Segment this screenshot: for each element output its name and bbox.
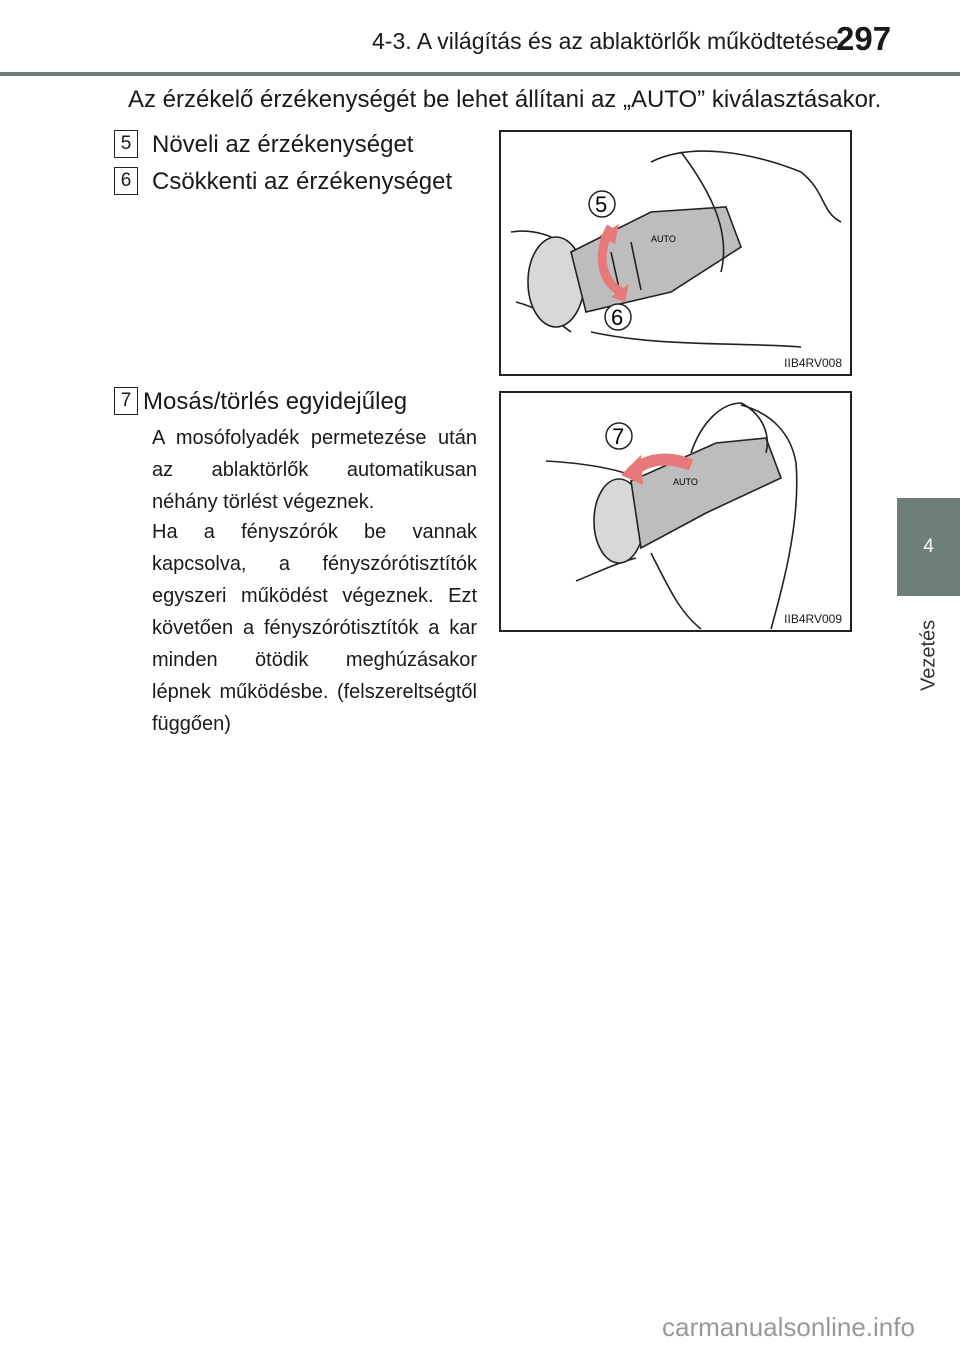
page-number: 297 xyxy=(836,20,892,57)
intro-text: Az érzékelő érzékenységét be lehet állítani az „AUTO” kiválasztásakor. xyxy=(128,86,882,113)
paragraph-headlight-cleaner: Ha a fényszórók be vannak kapcsolva, a fényszórótisztítók egyszeri működést végeznek. Ezt követően a fényszórótisztítók a kar minden ötödik meghúzásakor lépnek működésbe. (felszereltségtől függően) xyxy=(152,521,477,735)
figure-wash xyxy=(499,391,852,632)
item-number-6: 6 xyxy=(114,167,138,195)
figure-callout-6: 6 xyxy=(611,305,624,330)
paragraph-wash: A mosófolyadék permetezése után az ablaktörlők automatikusan néhány törlést végeznek. xyxy=(152,427,477,513)
item-number-5: 5 xyxy=(114,130,138,158)
switch-auto-label: AUTO xyxy=(651,234,676,244)
figure-code: IIB4RV008 xyxy=(784,356,842,370)
header-rule xyxy=(0,72,960,76)
figure-callout-7: 7 xyxy=(612,424,625,449)
figure-sensitivity-illustration xyxy=(501,132,850,374)
item-number-7: 7 xyxy=(114,387,138,415)
figure-wash-illustration xyxy=(501,393,850,630)
switch-auto-label-2: AUTO xyxy=(673,477,698,487)
figure-sensitivity xyxy=(499,130,852,376)
item-label-wash: Mosás/törlés egyidejűleg xyxy=(143,388,408,415)
footer-watermark: carmanualsonline.info xyxy=(662,1312,915,1342)
figure-callout-5: 5 xyxy=(595,192,608,217)
header-title: 4-3. A világítás és az ablaktörlők működtetése xyxy=(372,28,839,54)
item-label-increase: Növeli az érzékenységet xyxy=(152,131,414,158)
item-label-decrease: Csökkenti az érzékenységet xyxy=(152,168,453,195)
chapter-number: 4 xyxy=(923,536,934,557)
chapter-tab xyxy=(897,498,960,596)
figure-code-2: IIB4RV009 xyxy=(784,612,842,626)
chapter-label: Vezetés xyxy=(917,619,940,691)
